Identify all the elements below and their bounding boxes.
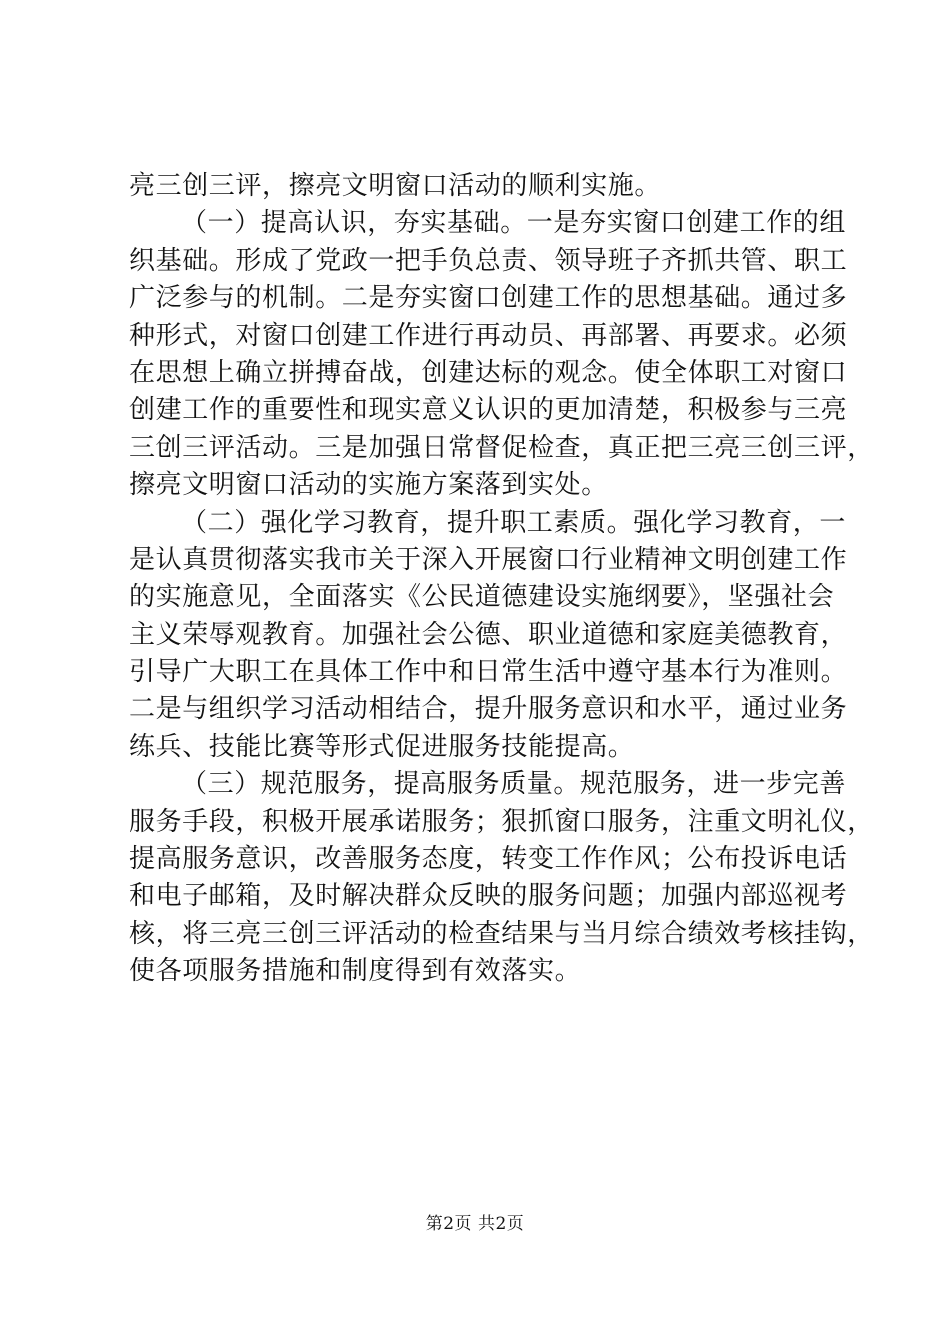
paragraph-first-line: （一）提高认识，夯实基础。一是夯实窗口创建工作的组 (181, 208, 847, 239)
text-line: 创建工作的重要性和现实意义认识的更加清楚，积极参与三亮 (129, 395, 848, 426)
text-line: 引导广大职工在具体工作中和日常生活中遵守基本行为准则。 (129, 657, 848, 688)
text-line: 是认真贯彻落实我市关于深入开展窗口行业精神文明创建工作 (129, 544, 848, 575)
text-line: 种形式，对窗口创建工作进行再动员、再部署、再要求。必须 (129, 320, 848, 351)
text-line: 擦亮文明窗口活动的实施方案落到实处。 (129, 470, 608, 501)
text-line: 核，将三亮三创三评活动的检查结果与当月综合绩效考核挂钩， (129, 918, 874, 949)
text-line: 在思想上确立拼搏奋战，创建达标的观念。使全体职工对窗口 (129, 357, 848, 388)
text-line: 织基础。形成了党政一把手负总责、领导班子齐抓共管、职工 (129, 245, 848, 276)
text-line: 三创三评活动。三是加强日常督促检查，真正把三亮三创三评， (129, 432, 874, 463)
document-body (129, 168, 874, 991)
text-line: 服务手段，积极开展承诺服务；狠抓窗口服务，注重文明礼仪， (129, 806, 874, 837)
text-line: 使各项服务措施和制度得到有效落实。 (129, 956, 582, 987)
page-number-footer: 第2页 共2页 (425, 1214, 525, 1234)
text-line: 主义荣辱观教育。加强社会公德、职业道德和家庭美德教育， (129, 619, 848, 650)
text-line: 亮三创三评，擦亮文明窗口活动的顺利实施。 (129, 171, 662, 201)
text-line: 和电子邮箱，及时解决群众反映的服务问题；加强内部巡视考 (129, 881, 848, 912)
paragraph-first-line: （三）规范服务，提高服务质量。规范服务，进一步完善 (181, 769, 847, 800)
paragraph-first-line: （二）强化学习教育，提升职工素质。强化学习教育，一 (181, 507, 847, 538)
text-line: 广泛参与的机制。二是夯实窗口创建工作的思想基础。通过多 (129, 283, 848, 314)
text-line: 练兵、技能比赛等形式促进服务技能提高。 (129, 731, 635, 762)
text-line: 提高服务意识，改善服务态度，转变工作作风；公布投诉电话 (129, 844, 848, 875)
text-line: 二是与组织学习活动相结合，提升服务意识和水平，通过业务 (129, 694, 848, 725)
text-line: 的实施意见，全面落实《公民道德建设实施纲要》，坚强社会 (129, 582, 835, 613)
